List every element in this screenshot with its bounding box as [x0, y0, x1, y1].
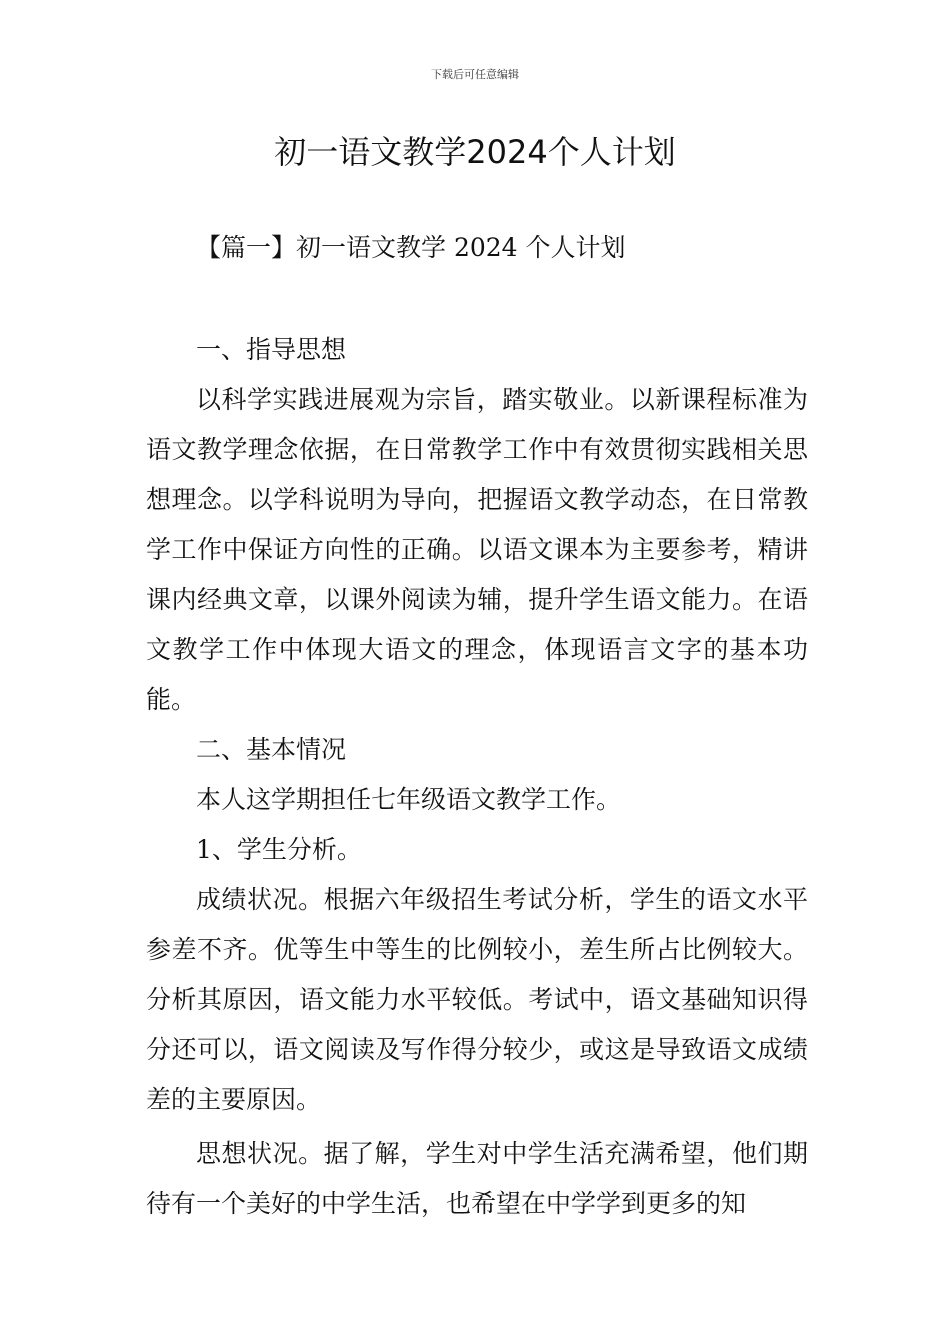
paragraph-guiding-ideas: 以科学实践进展观为宗旨，踏实敬业。以新课程标准为语文教学理念依据，在日常教学工作中有效贯彻实践相关思想理念。以学科说明为导向，把握语文教学动态，在日常教学工作中保证方向性的正确。以语文课本为主要参考，精讲课内经典文章，以课外阅读为辅，提升学生语文能力。在语文教学工作中体现大语文的理念，体现语言文字的基本功能。 — [146, 385, 808, 714]
document-title: 初一语文教学2024个人计划 — [274, 133, 676, 171]
header-note: 下载后可任意编辑 — [431, 68, 519, 81]
heading-student-analysis: 1、学生分析。 — [196, 835, 362, 864]
section-subtitle: 【篇一】初一语文教学 2024 个人计划 — [196, 233, 626, 262]
heading-basic-situation: 二、基本情况 — [196, 735, 347, 764]
paragraph-grade-status: 成绩状况。根据六年级招生考试分析，学生的语文水平参差不齐。优等生中等生的比例较小，差生所占比例较大。分析其原因，语文能力水平较低。考试中，语文基础知识得分还可以，语文阅读及写作得分较少，或这是导致语文成绩差的主要原因。 — [146, 885, 808, 1114]
heading-guiding-ideas: 一、指导思想 — [196, 335, 347, 364]
paragraph-teaching-role: 本人这学期担任七年级语文教学工作。 — [196, 785, 622, 814]
paragraph-thought-status: 思想状况。据了解，学生对中学生活充满希望，他们期待有一个美好的中学生活，也希望在中学学到更多的知 — [146, 1139, 808, 1218]
document-body — [146, 325, 808, 1229]
